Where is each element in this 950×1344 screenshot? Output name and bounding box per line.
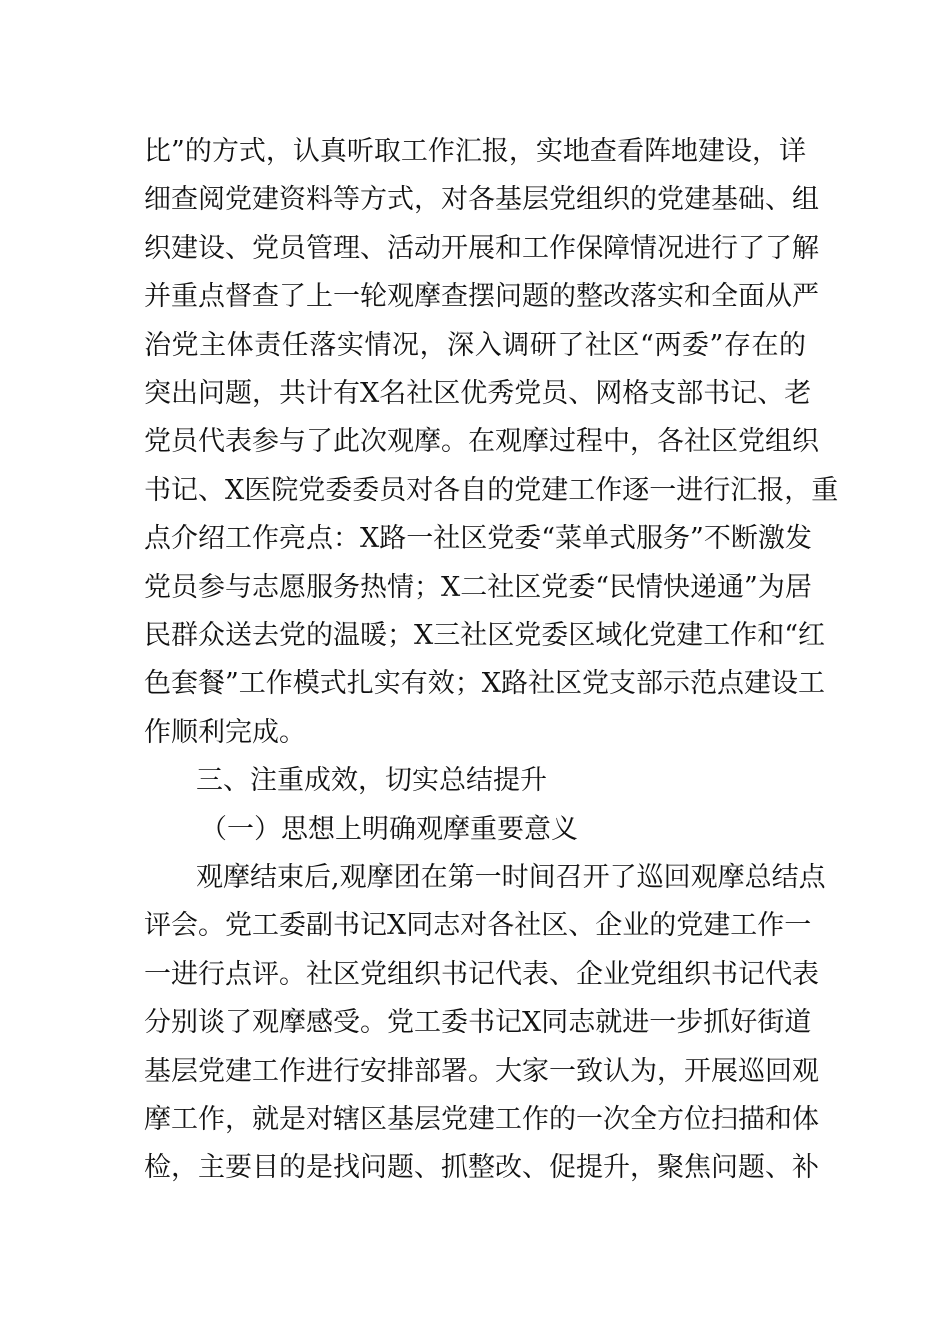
paragraph-line: 分别谈了观摩感受。党工委书记X同志就进一步抓好街道 [144, 1007, 812, 1038]
paragraph-line: 织建设、党员管理、活动开展和工作保障情况进行了了解 [144, 233, 819, 264]
paragraph-line: 民群众送去党的温暖；X三社区党委区域化党建工作和“红 [144, 620, 826, 651]
paragraph-line: 细查阅党建资料等方式，对各基层党组织的党建基础、组 [144, 184, 819, 215]
paragraph-line: 比”的方式，认真听取工作汇报，实地查看阵地建设，详 [144, 136, 806, 167]
paragraph-line: 基层党建工作进行安排部署。大家一致认为，开展巡回观 [144, 1056, 819, 1087]
section-heading: 三、注重成效，切实总结提升 [196, 765, 547, 796]
paragraph-line: 评会。党工委副书记X同志对各社区、企业的党建工作一 [144, 910, 812, 941]
paragraph-line: 党员参与志愿服务热情；X二社区党委“民情快递通”为居 [144, 572, 812, 603]
paragraph-line: 突出问题，共计有X名社区优秀党员、网格支部书记、老 [144, 378, 812, 409]
paragraph-line: 点介绍工作亮点：X路一社区党委“菜单式服务”不断激发 [144, 523, 812, 554]
paragraph-line: 观摩结束后,观摩团在第一时间召开了巡回观摩总结点 [196, 862, 826, 893]
paragraph-line: 并重点督查了上一轮观摩查摆问题的整改落实和全面从严 [144, 281, 819, 312]
paragraph-line: 一进行点评。社区党组织书记代表、企业党组织书记代表 [144, 959, 819, 990]
paragraph-line: 色套餐”工作模式扎实有效；X路社区党支部示范点建设工 [144, 668, 826, 699]
paragraph-line: 书记、X医院党委委员对各自的党建工作逐一进行汇报，重 [144, 475, 839, 506]
paragraph-line: 治党主体责任落实情况，深入调研了社区“两委”存在的 [144, 330, 806, 361]
paragraph-line: 作顺利完成。 [144, 717, 306, 748]
paragraph-line: 党员代表参与了此次观摩。在观摩过程中，各社区党组织 [144, 426, 819, 457]
paragraph-line: 摩工作，就是对辖区基层党建工作的一次全方位扫描和体 [144, 1104, 819, 1135]
subsection-heading: （一）思想上明确观摩重要意义 [200, 814, 578, 845]
paragraph-line: 检，主要目的是找问题、抓整改、促提升，聚焦问题、补 [144, 1152, 819, 1183]
